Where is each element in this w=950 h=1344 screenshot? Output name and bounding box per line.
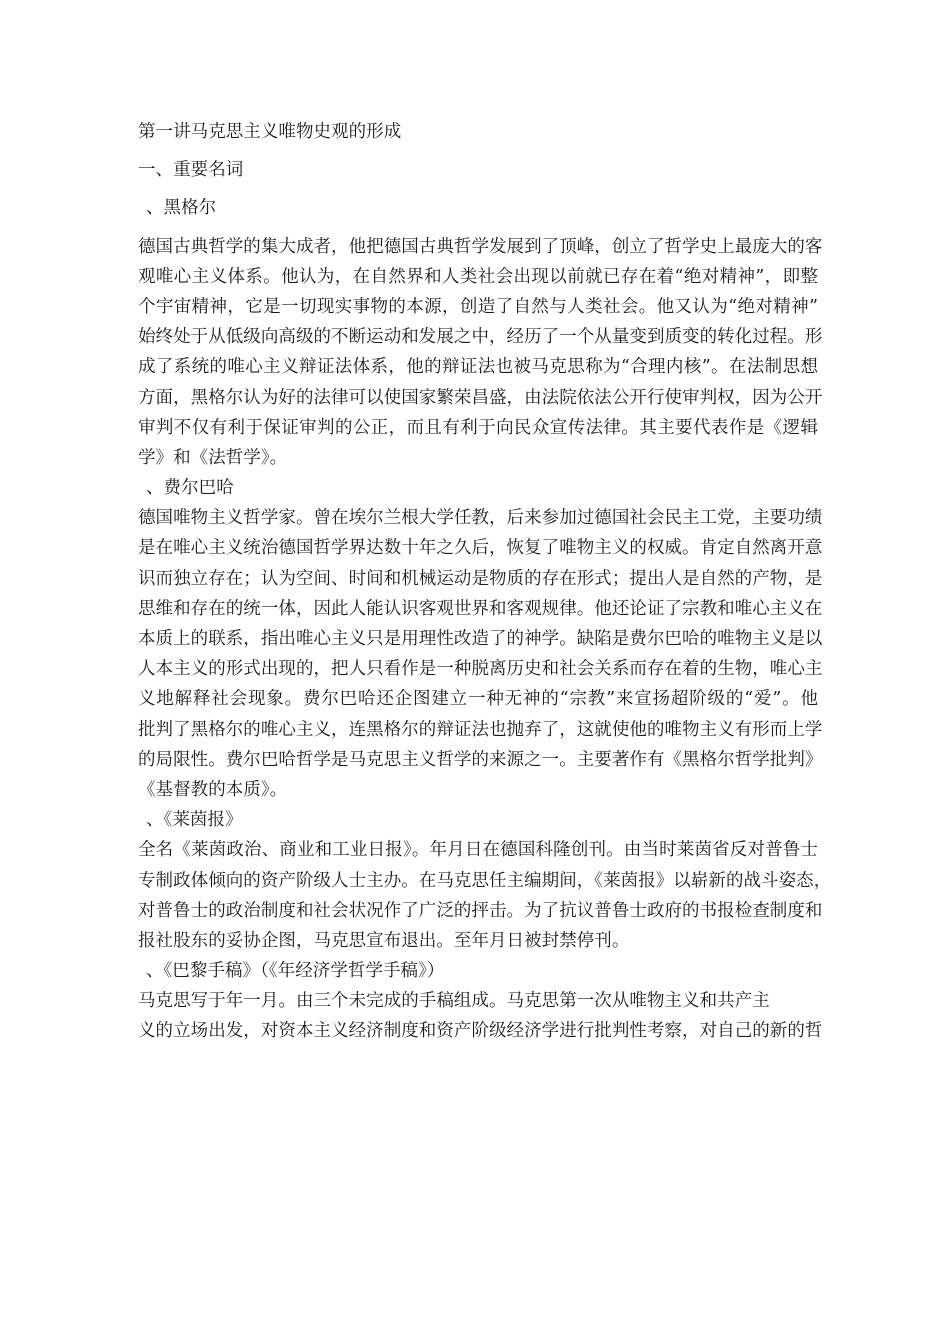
document-body: [138, 117, 832, 1047]
section-heading: 一、重要名词: [138, 160, 244, 181]
paragraph-line: 观唯心主义体系。他认为，在自然界和人类社会出现以前就已存在着“绝对精神”，即整: [138, 266, 818, 287]
paragraph-line: 义地解释社会现象。费尔巴哈还企图建立一种无神的“宗教”来宣扬超阶级的“爱”。他: [138, 689, 818, 710]
item-paragraph-feuerbach: [138, 503, 823, 805]
paragraph-line: 义的立场出发，对资本主义经济制度和资产阶级经济学进行批判性考察，对自己的新的哲: [138, 1021, 823, 1042]
paragraph-line: 本质上的联系，指出唯心主义只是用理性改造了的神学。缺陷是费尔巴哈的唯物主义是以: [138, 629, 823, 649]
paragraph-line: 《基督教的本质》。: [138, 779, 288, 800]
paragraph-line: 对普鲁士的政治制度和社会状况作了广泛的抨击。为了抗议普鲁士政府的书报检查制度和: [138, 900, 823, 921]
paragraph-line: 是在唯心主义统治德国哲学界达数十年之久后，恢复了唯物主义的权威。肯定自然离开意: [138, 538, 823, 559]
paragraph-line: 始终处于从低级向高级的不断运动和发展之中，经历了一个从量变到质变的转化过程。形: [138, 327, 823, 348]
paragraph-line: 马克思写于年一月。由三个未完成的手稿组成。马克思第一次从唯物主义和共产主: [138, 991, 770, 1012]
paragraph-line: 方面，黑格尔认为好的法律可以使国家繁荣昌盛，由法院依法公开行使审判权，因为公开: [138, 387, 823, 408]
document-title: 第一讲马克思主义唯物史观的形成: [138, 122, 402, 142]
item-heading-hegel: 、黑格尔: [146, 198, 217, 219]
paragraph-line: 批判了黑格尔的唯心主义，连黑格尔的辩证法也抛弃了，这就使他的唯物主义有形而上学: [138, 719, 823, 740]
paragraph-line: 的局限性。费尔巴哈哲学是马克思主义哲学的来源之一。主要著作有《黑格尔哲学批判》: [138, 749, 823, 770]
item-paragraph-paris-manuscripts: [138, 986, 823, 1046]
item-heading-rheinische-zeitung: 、《莱茵报》: [146, 810, 243, 831]
paragraph-line: 报社股东的妥协企图，马克思宣布退出。至年月日被封禁停刊。: [138, 930, 630, 951]
paragraph-line: 德国唯物主义哲学家。曾在埃尔兰根大学任教，后来参加过德国社会民主工党，主要功绩: [138, 508, 823, 529]
paragraph-line: 识而独立存在；认为空间、时间和机械运动是物质的存在形式；提出人是自然的产物，是: [138, 568, 823, 589]
paragraph-line: 思维和存在的统一体，因此人能认识客观世界和客观规律。他还论证了宗教和唯心主义在: [138, 598, 823, 619]
paragraph-line: 人本主义的形式出现的，把人只看作是一种脱离历史和社会关系而存在着的生物，唯心主: [138, 659, 823, 680]
paragraph-line: 成了系统的唯心主义辩证法体系，他的辩证法也被马克思称为“合理内核”。在法制思想: [138, 357, 818, 378]
paragraph-line: 专制政体倾向的资产阶级人士主办。在马克思任主编期间，《莱茵报》以崭新的战斗姿态，: [138, 870, 832, 891]
paragraph-line: 个宇宙精神，它是一切现实事物的本源，创造了自然与人类社会。他又认为“绝对精神”: [138, 296, 818, 317]
paragraph-line: 德国古典哲学的集大成者，他把德国古典哲学发展到了顶峰，创立了哲学史上最庞大的客: [138, 236, 823, 257]
item-heading-feuerbach: 、费尔巴哈: [146, 478, 234, 499]
item-paragraph-rheinische-zeitung: [138, 835, 832, 956]
paragraph-line: 全名《莱茵政治、商业和工业日报》。年月日在德国科隆创刊。由当时莱茵省反对普鲁士: [138, 840, 818, 861]
item-paragraph-hegel: [138, 232, 823, 474]
paragraph-line: 审判不仅有利于保证审判的公正，而且有利于向民众宣传法律。其主要代表作是《逻辑: [138, 417, 818, 438]
item-heading-paris-manuscripts: 、《巴黎手稿》（《年经济学哲学手稿》）: [146, 961, 445, 982]
paragraph-line: 学》和《法哲学》。: [138, 447, 288, 468]
